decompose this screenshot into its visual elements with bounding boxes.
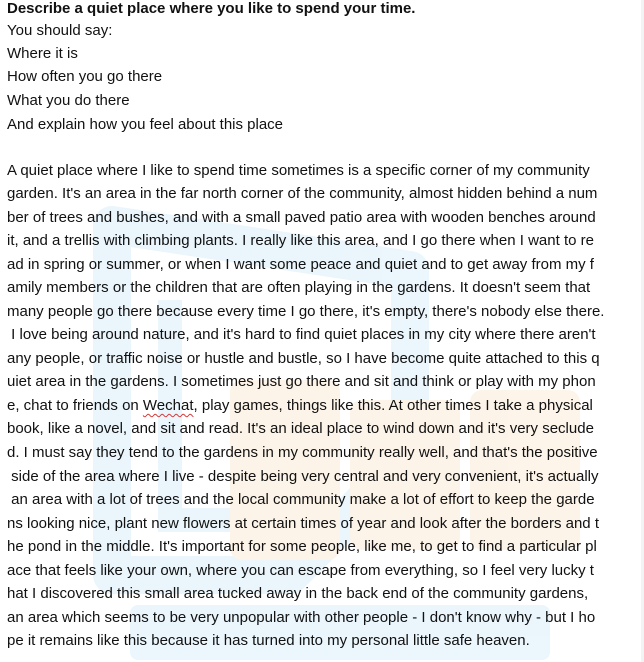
answer-line: uiet area in the gardens. I sometimes just go there and sit and think or play with my phon: [7, 373, 596, 390]
answer-line: book, like a novel, and sit and read. It's an ideal place to wind down and it's very seclude: [7, 420, 594, 437]
answer-line: garden. It's an area in the far north corner of the community, almost hidden behind a num: [7, 185, 598, 202]
question-title: Describe a quiet place where you like to spend your time.: [7, 0, 416, 17]
answer-line: ber of trees and bushes, and with a small paved patio area with wooden benches around: [7, 209, 596, 226]
prompt-line-3: How often you go there: [7, 68, 163, 85]
answer-line: any people, or traffic noise or hustle and bustle, so I have become quite attached to this q: [7, 350, 600, 367]
answer-line: ace that feels like your own, where you can escape from everything, so I feel very lucky t: [7, 562, 594, 579]
answer-line: many people go there because every time I go there, it's empty, there's nobody else there.: [7, 303, 605, 320]
answer-line: I love being around nature, and it's hard to find quiet places in my city where there aren't: [7, 326, 596, 343]
answer-line: an area which seems to be very unpopular with other people - I don't know why - but I ho: [7, 609, 596, 626]
prompt-line-4: What you do there: [7, 92, 130, 109]
answer-line: hat I discovered this small area tucked away in the back end of the community gardens,: [7, 585, 589, 602]
prompt-line-2: Where it is: [7, 45, 78, 62]
answer-line: it, and a trellis with climbing plants. I really like this area, and I go there when I want to re: [7, 232, 594, 249]
answer-line: amily members or the children that are often playing in the gardens. It doesn't seem that: [7, 279, 591, 296]
answer-line-start: e, chat to friends on: [7, 397, 143, 414]
prompt-line-5: And explain how you feel about this place: [7, 116, 284, 133]
answer-line: side of the area where I live - despite being very central and very convenient, it's actually: [7, 468, 599, 485]
answer-line: he pond in the middle. It's important for some people, like me, to get to find a particular pl: [7, 538, 597, 555]
answer-line: ad in spring or summer, or when I want some peace and quiet and to get away from my f: [7, 256, 594, 273]
answer-line: ns looking nice, plant new flowers at certain times of year and look after the borders and t: [7, 515, 599, 532]
spellcheck-word-wechat: Wechat: [142, 397, 194, 414]
answer-line: pe it remains like this because it has turned into my personal little safe heaven.: [7, 632, 530, 649]
answer-line-end: , play games, things like this. At other times I take a physical: [193, 397, 593, 414]
answer-line: A quiet place where I like to spend time sometimes is a specific corner of my community: [7, 162, 590, 179]
answer-line: d. I must say they tend to the gardens in my community really well, and that's the positive: [7, 444, 598, 461]
prompt-line-1: You should say:: [7, 22, 113, 39]
answer-line: an area with a lot of trees and the local community make a lot of effort to keep the garde: [7, 491, 595, 508]
answer-line-with-wechat: [7, 396, 593, 416]
